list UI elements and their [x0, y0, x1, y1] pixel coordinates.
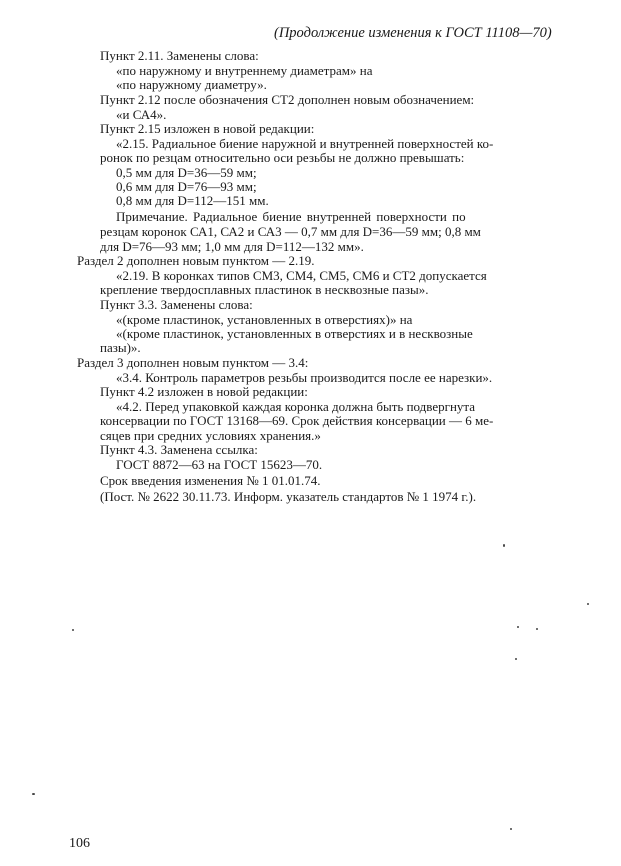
scan-speck: [503, 544, 505, 547]
text-line: 0,6 мм для D=76—93 мм;: [116, 179, 257, 194]
text-line: «(кроме пластинок, установленных в отверстиях)» на: [116, 312, 413, 327]
scan-speck: [72, 629, 74, 631]
text-line: Пункт 3.3. Заменены слова:: [100, 297, 253, 312]
text-line: пазы)».: [100, 340, 141, 355]
text-line: «2.19. В коронках типов СМ3, СМ4, СМ5, СМ6 и СТ2 допускается: [116, 268, 487, 283]
scan-speck: [536, 628, 538, 630]
scan-speck: [510, 828, 512, 830]
text-line-content: 0,5 мм для D=36—59 мм;: [116, 165, 257, 180]
text-line: Срок введения изменения № 1 01.01.74.: [100, 473, 321, 488]
text-line: «2.15. Радиальное биение наружной и внутренней поверхностей ко-: [116, 136, 494, 151]
text-line: консервации по ГОСТ 13168—69. Срок действия консервации — 6 ме-: [100, 413, 494, 428]
text-line: ронок по резцам относительно оси резьбы не должно превышать:: [100, 150, 465, 165]
text-line: «и СА4».: [116, 107, 167, 122]
text-line: Пункт 2.15 изложен в новой редакции:: [100, 121, 315, 136]
text-line: «3.4. Контроль параметров резьбы производится после ее нарезки».: [116, 370, 493, 385]
text-line: для D=76—93 мм; 1,0 мм для D=112—132 мм».: [100, 239, 364, 254]
text-line: Раздел 3 дополнен новым пунктом — 3.4:: [77, 355, 309, 370]
text-line: Раздел 2 дополнен новым пунктом — 2.19.: [77, 253, 315, 268]
text-line: Пункт 4.3. Заменена ссылка:: [100, 442, 258, 457]
text-line: 0,8 мм для D=112—151 мм.: [116, 193, 269, 208]
text-line: Пункт 2.12 после обозначения СТ2 дополнен новым обозначением:: [100, 92, 475, 107]
text-line: (Пост. № 2622 30.11.73. Информ. указатель стандартов № 1 1974 г.).: [100, 489, 477, 504]
scan-speck: [32, 793, 35, 795]
text-line: Пункт 4.2 изложен в новой редакции:: [100, 384, 308, 399]
text-line: [116, 165, 257, 180]
text-line: «4.2. Перед упаковкой каждая коронка должна быть подвергнута: [116, 399, 476, 414]
page-header: (Продолжение изменения к ГОСТ 11108—70): [274, 25, 552, 41]
text-line: крепление твердосплавных пластинок в несквозные пазы».: [100, 282, 429, 297]
note-line: Примечание. Радиальное биение внутренней поверхности по: [116, 209, 466, 224]
text-line: «по наружному и внутреннему диаметрам» на: [116, 63, 373, 78]
page-number: 106: [69, 836, 90, 851]
text-line: «по наружному диаметру».: [116, 77, 267, 92]
text-line: резцам коронок СА1, СА2 и СА3 — 0,7 мм для D=36—59 мм; 0,8 мм: [100, 224, 481, 239]
text-line: «(кроме пластинок, установленных в отверстиях и в несквозные: [116, 326, 473, 341]
scan-speck: [517, 626, 519, 628]
text-line: сяцев при средних условиях хранения.»: [100, 428, 321, 443]
text-line: ГОСТ 8872—63 на ГОСТ 15623—70.: [116, 457, 323, 472]
text-line: Пункт 2.11. Заменены слова:: [100, 48, 259, 63]
scan-speck: [587, 603, 589, 605]
scan-speck: [515, 658, 517, 660]
